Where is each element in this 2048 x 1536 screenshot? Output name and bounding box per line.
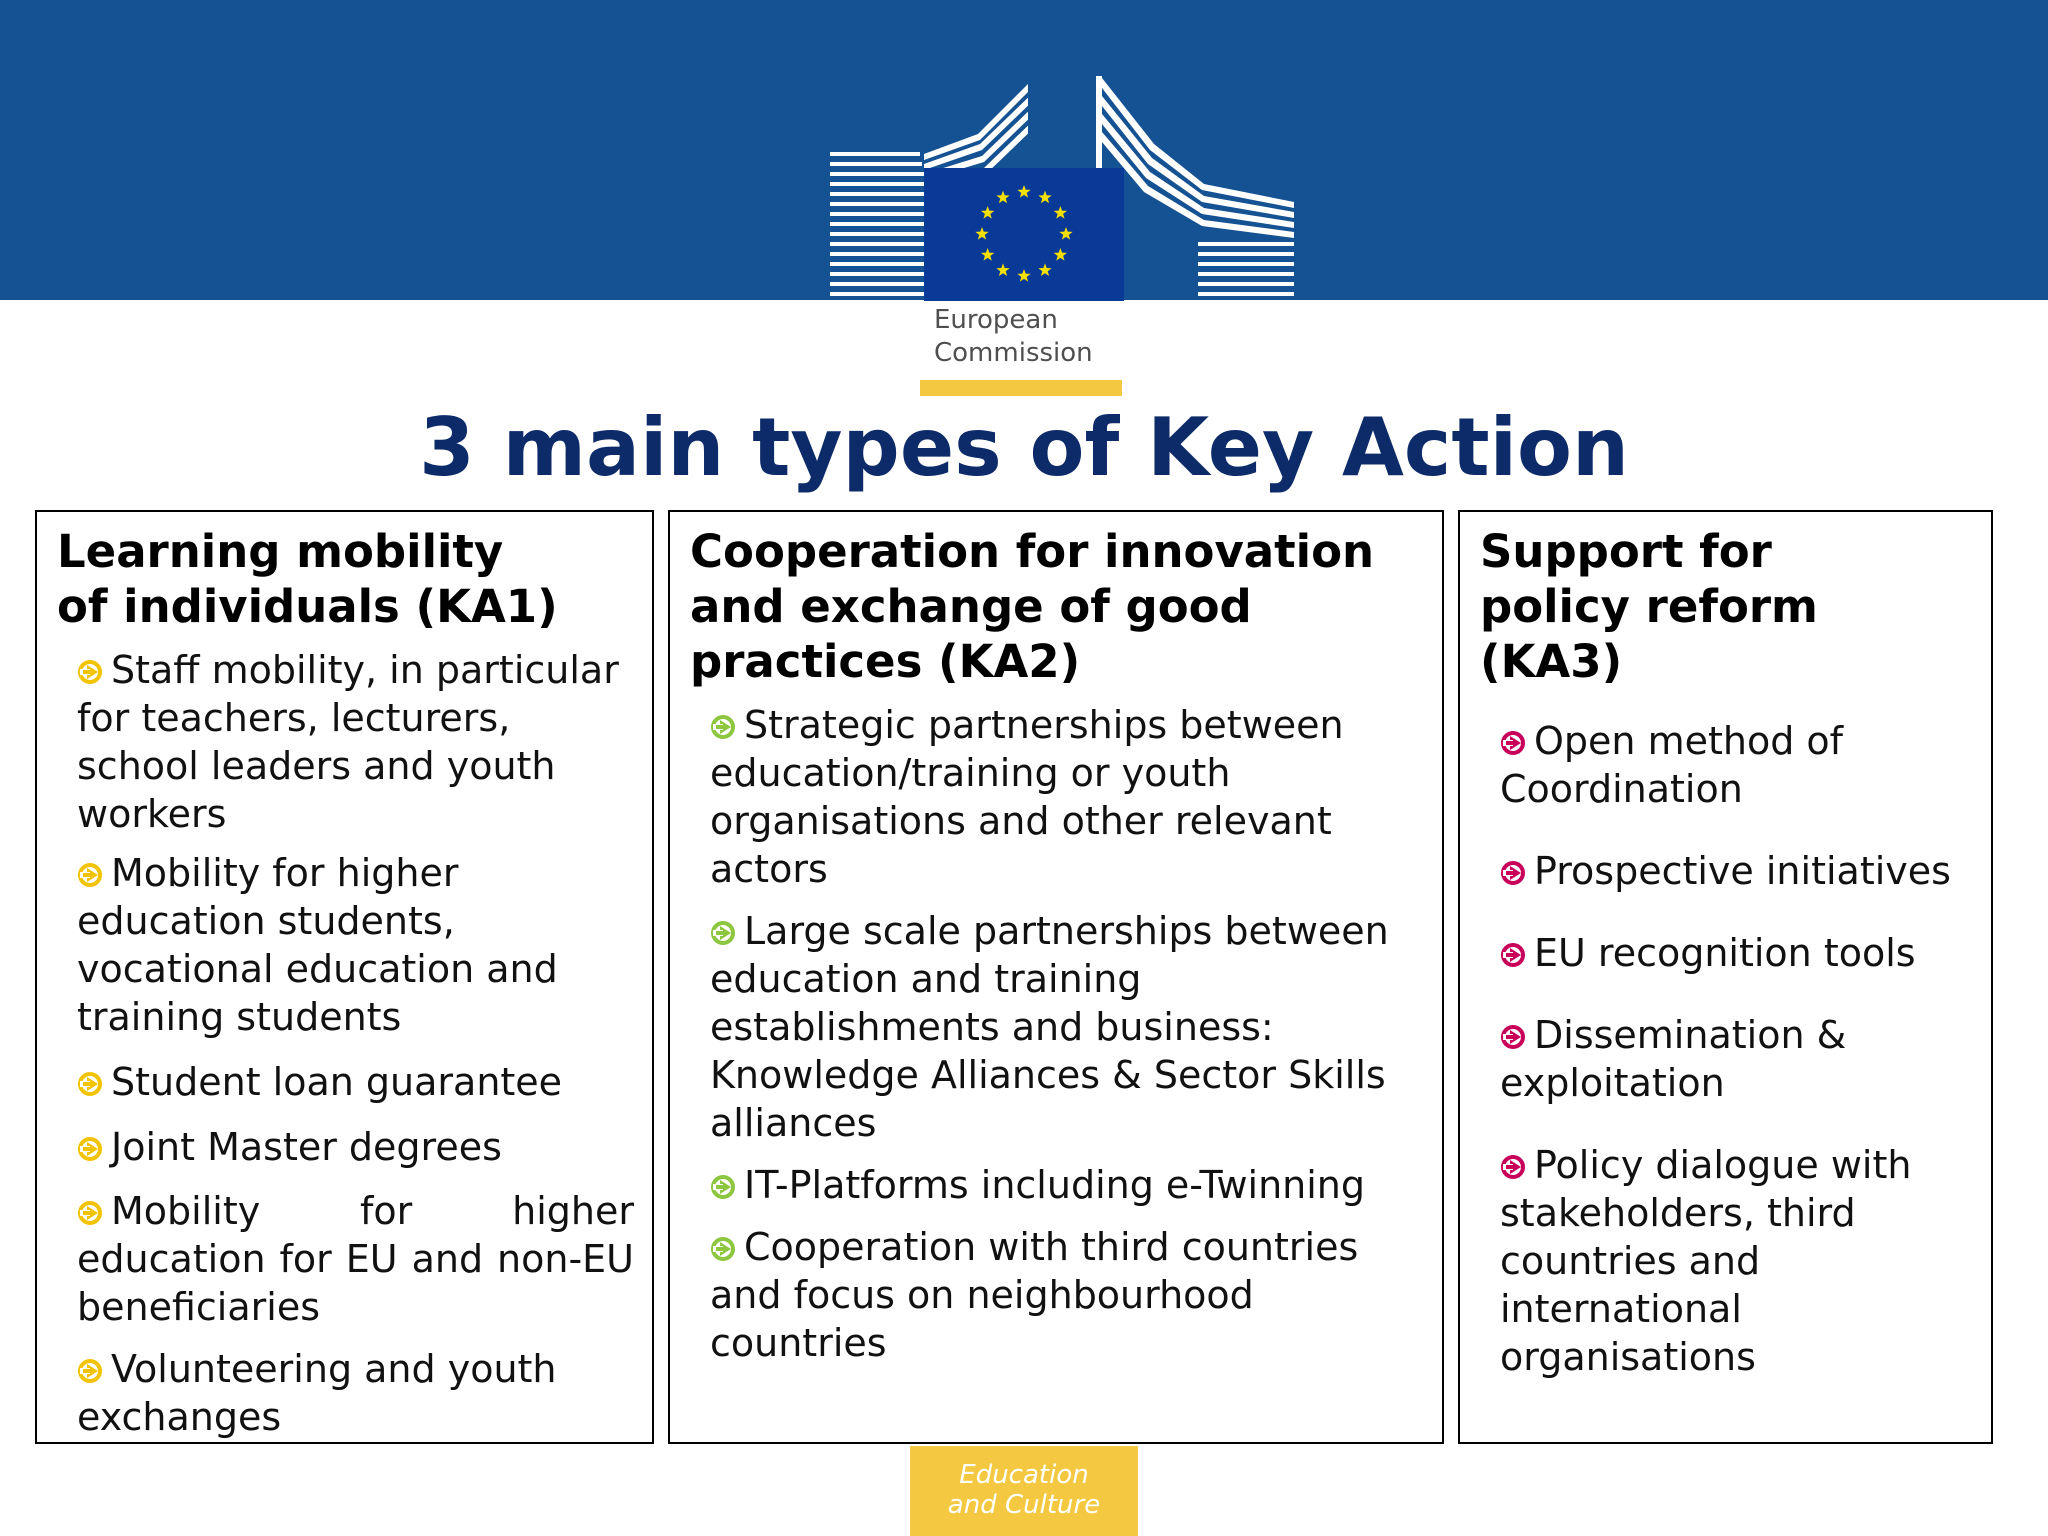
eu-star-icon bbox=[981, 206, 994, 219]
ka3-title-line: (KA3) bbox=[1480, 635, 1623, 688]
ka3-title bbox=[1480, 524, 1973, 689]
list-item bbox=[1480, 1011, 1973, 1107]
list-item-text: Staff mobility, in particular for teachers, lecturers, school leaders and youth workers bbox=[77, 648, 619, 836]
list-item-text: Strategic partnerships between education/training or youth organisations and other relevant actors bbox=[710, 703, 1344, 891]
eu-stars-icon bbox=[924, 168, 1124, 301]
list-item bbox=[57, 1058, 634, 1106]
eu-star-icon bbox=[1059, 227, 1072, 240]
arrow-circle-yellow-icon bbox=[77, 1345, 103, 1393]
page-title: 3 main types of Key Action bbox=[419, 401, 1629, 494]
logo-line-1: European bbox=[934, 305, 1058, 335]
logo-text bbox=[934, 304, 1124, 370]
ka2-title-line: practices (KA2) bbox=[690, 635, 1081, 688]
list-item bbox=[1480, 1141, 1973, 1381]
list-item bbox=[57, 1187, 634, 1331]
ka2-list bbox=[690, 701, 1424, 1367]
list-item-text: Large scale partnerships between education and training establishments and business: Knowledge Alliances & Sector Skills alliances bbox=[710, 909, 1389, 1145]
list-item-text: EU recognition tools bbox=[1534, 931, 1916, 975]
eu-star-icon bbox=[1017, 185, 1030, 198]
list-item-text: Open method of Coordination bbox=[1500, 719, 1844, 811]
list-item-text: Cooperation with third countries and focus on neighbourhood countries bbox=[710, 1225, 1359, 1365]
arrow-circle-green-icon bbox=[710, 1223, 736, 1271]
ka1-title-line: Learning mobility bbox=[57, 525, 504, 578]
ka1-title-line: of individuals (KA1) bbox=[57, 580, 558, 633]
ka1-title bbox=[57, 524, 634, 634]
logo-line-2: Commission bbox=[934, 338, 1093, 368]
list-item bbox=[690, 1161, 1424, 1209]
eu-star-icon bbox=[1017, 269, 1030, 282]
eu-star-icon bbox=[1038, 191, 1051, 204]
arrow-circle-green-icon bbox=[710, 1161, 736, 1209]
arrow-circle-magenta-icon bbox=[1500, 929, 1526, 977]
ka3-box bbox=[1458, 510, 1993, 1444]
list-item-text: Dissemination & exploitation bbox=[1500, 1013, 1847, 1105]
arrow-circle-yellow-icon bbox=[77, 1058, 103, 1106]
list-item-text: Student loan guarantee bbox=[111, 1060, 563, 1104]
ka2-title-line: Cooperation for innovation bbox=[690, 525, 1375, 578]
list-item-text: Mobility for higher education for EU and non-EU beneficiaries bbox=[77, 1189, 634, 1329]
eu-flag bbox=[924, 168, 1124, 301]
arrow-circle-yellow-icon bbox=[77, 1187, 103, 1235]
list-item-text: Prospective initiatives bbox=[1534, 849, 1951, 893]
eu-star-icon bbox=[975, 227, 988, 240]
arrow-circle-yellow-icon bbox=[77, 1123, 103, 1171]
ka1-list bbox=[57, 646, 634, 1441]
list-item bbox=[1480, 929, 1973, 977]
list-item-text: Mobility for higher education students, vocational education and training students bbox=[77, 851, 558, 1039]
list-item bbox=[690, 1223, 1424, 1367]
eu-star-icon bbox=[1054, 206, 1067, 219]
ka2-title-line: and exchange of good bbox=[690, 580, 1252, 633]
eu-star-icon bbox=[996, 263, 1009, 276]
arrow-circle-magenta-icon bbox=[1500, 1011, 1526, 1059]
list-item-text: Volunteering and youth exchanges bbox=[77, 1347, 557, 1439]
arrow-circle-magenta-icon bbox=[1500, 717, 1526, 765]
list-item bbox=[57, 1123, 634, 1171]
arrow-circle-magenta-icon bbox=[1500, 847, 1526, 895]
eu-star-icon bbox=[1054, 248, 1067, 261]
list-item bbox=[1480, 717, 1973, 813]
ka1-box bbox=[35, 510, 654, 1444]
ka3-title-line: Support for bbox=[1480, 525, 1772, 578]
building-lines-right-icon bbox=[1094, 74, 1294, 302]
list-item bbox=[57, 646, 634, 838]
list-item bbox=[690, 907, 1424, 1147]
eu-star-icon bbox=[1038, 263, 1051, 276]
european-commission-logo bbox=[828, 74, 1294, 400]
arrow-circle-yellow-icon bbox=[77, 646, 103, 694]
ka2-title bbox=[690, 524, 1424, 689]
list-item bbox=[1480, 847, 1973, 895]
list-item bbox=[57, 849, 634, 1041]
ka3-list bbox=[1480, 717, 1973, 1381]
logo-yellow-bar bbox=[920, 380, 1122, 396]
arrow-circle-green-icon bbox=[710, 701, 736, 749]
list-item-text: IT-Platforms including e-Twinning bbox=[744, 1163, 1366, 1207]
list-item-text: Joint Master degrees bbox=[111, 1125, 502, 1169]
list-item-text: Policy dialogue with stakeholders, third countries and international organisations bbox=[1500, 1143, 1912, 1379]
footer-line-1: Education bbox=[959, 1460, 1089, 1490]
list-item bbox=[690, 701, 1424, 893]
ka2-box bbox=[668, 510, 1444, 1444]
ka3-title-line: policy reform bbox=[1480, 580, 1818, 633]
arrow-circle-magenta-icon bbox=[1500, 1141, 1526, 1189]
footer-line-2: and Culture bbox=[947, 1490, 1101, 1520]
footer-tab bbox=[910, 1446, 1138, 1536]
eu-star-icon bbox=[981, 248, 994, 261]
eu-star-icon bbox=[996, 191, 1009, 204]
list-item bbox=[57, 1345, 634, 1441]
arrow-circle-green-icon bbox=[710, 907, 736, 955]
arrow-circle-yellow-icon bbox=[77, 849, 103, 897]
